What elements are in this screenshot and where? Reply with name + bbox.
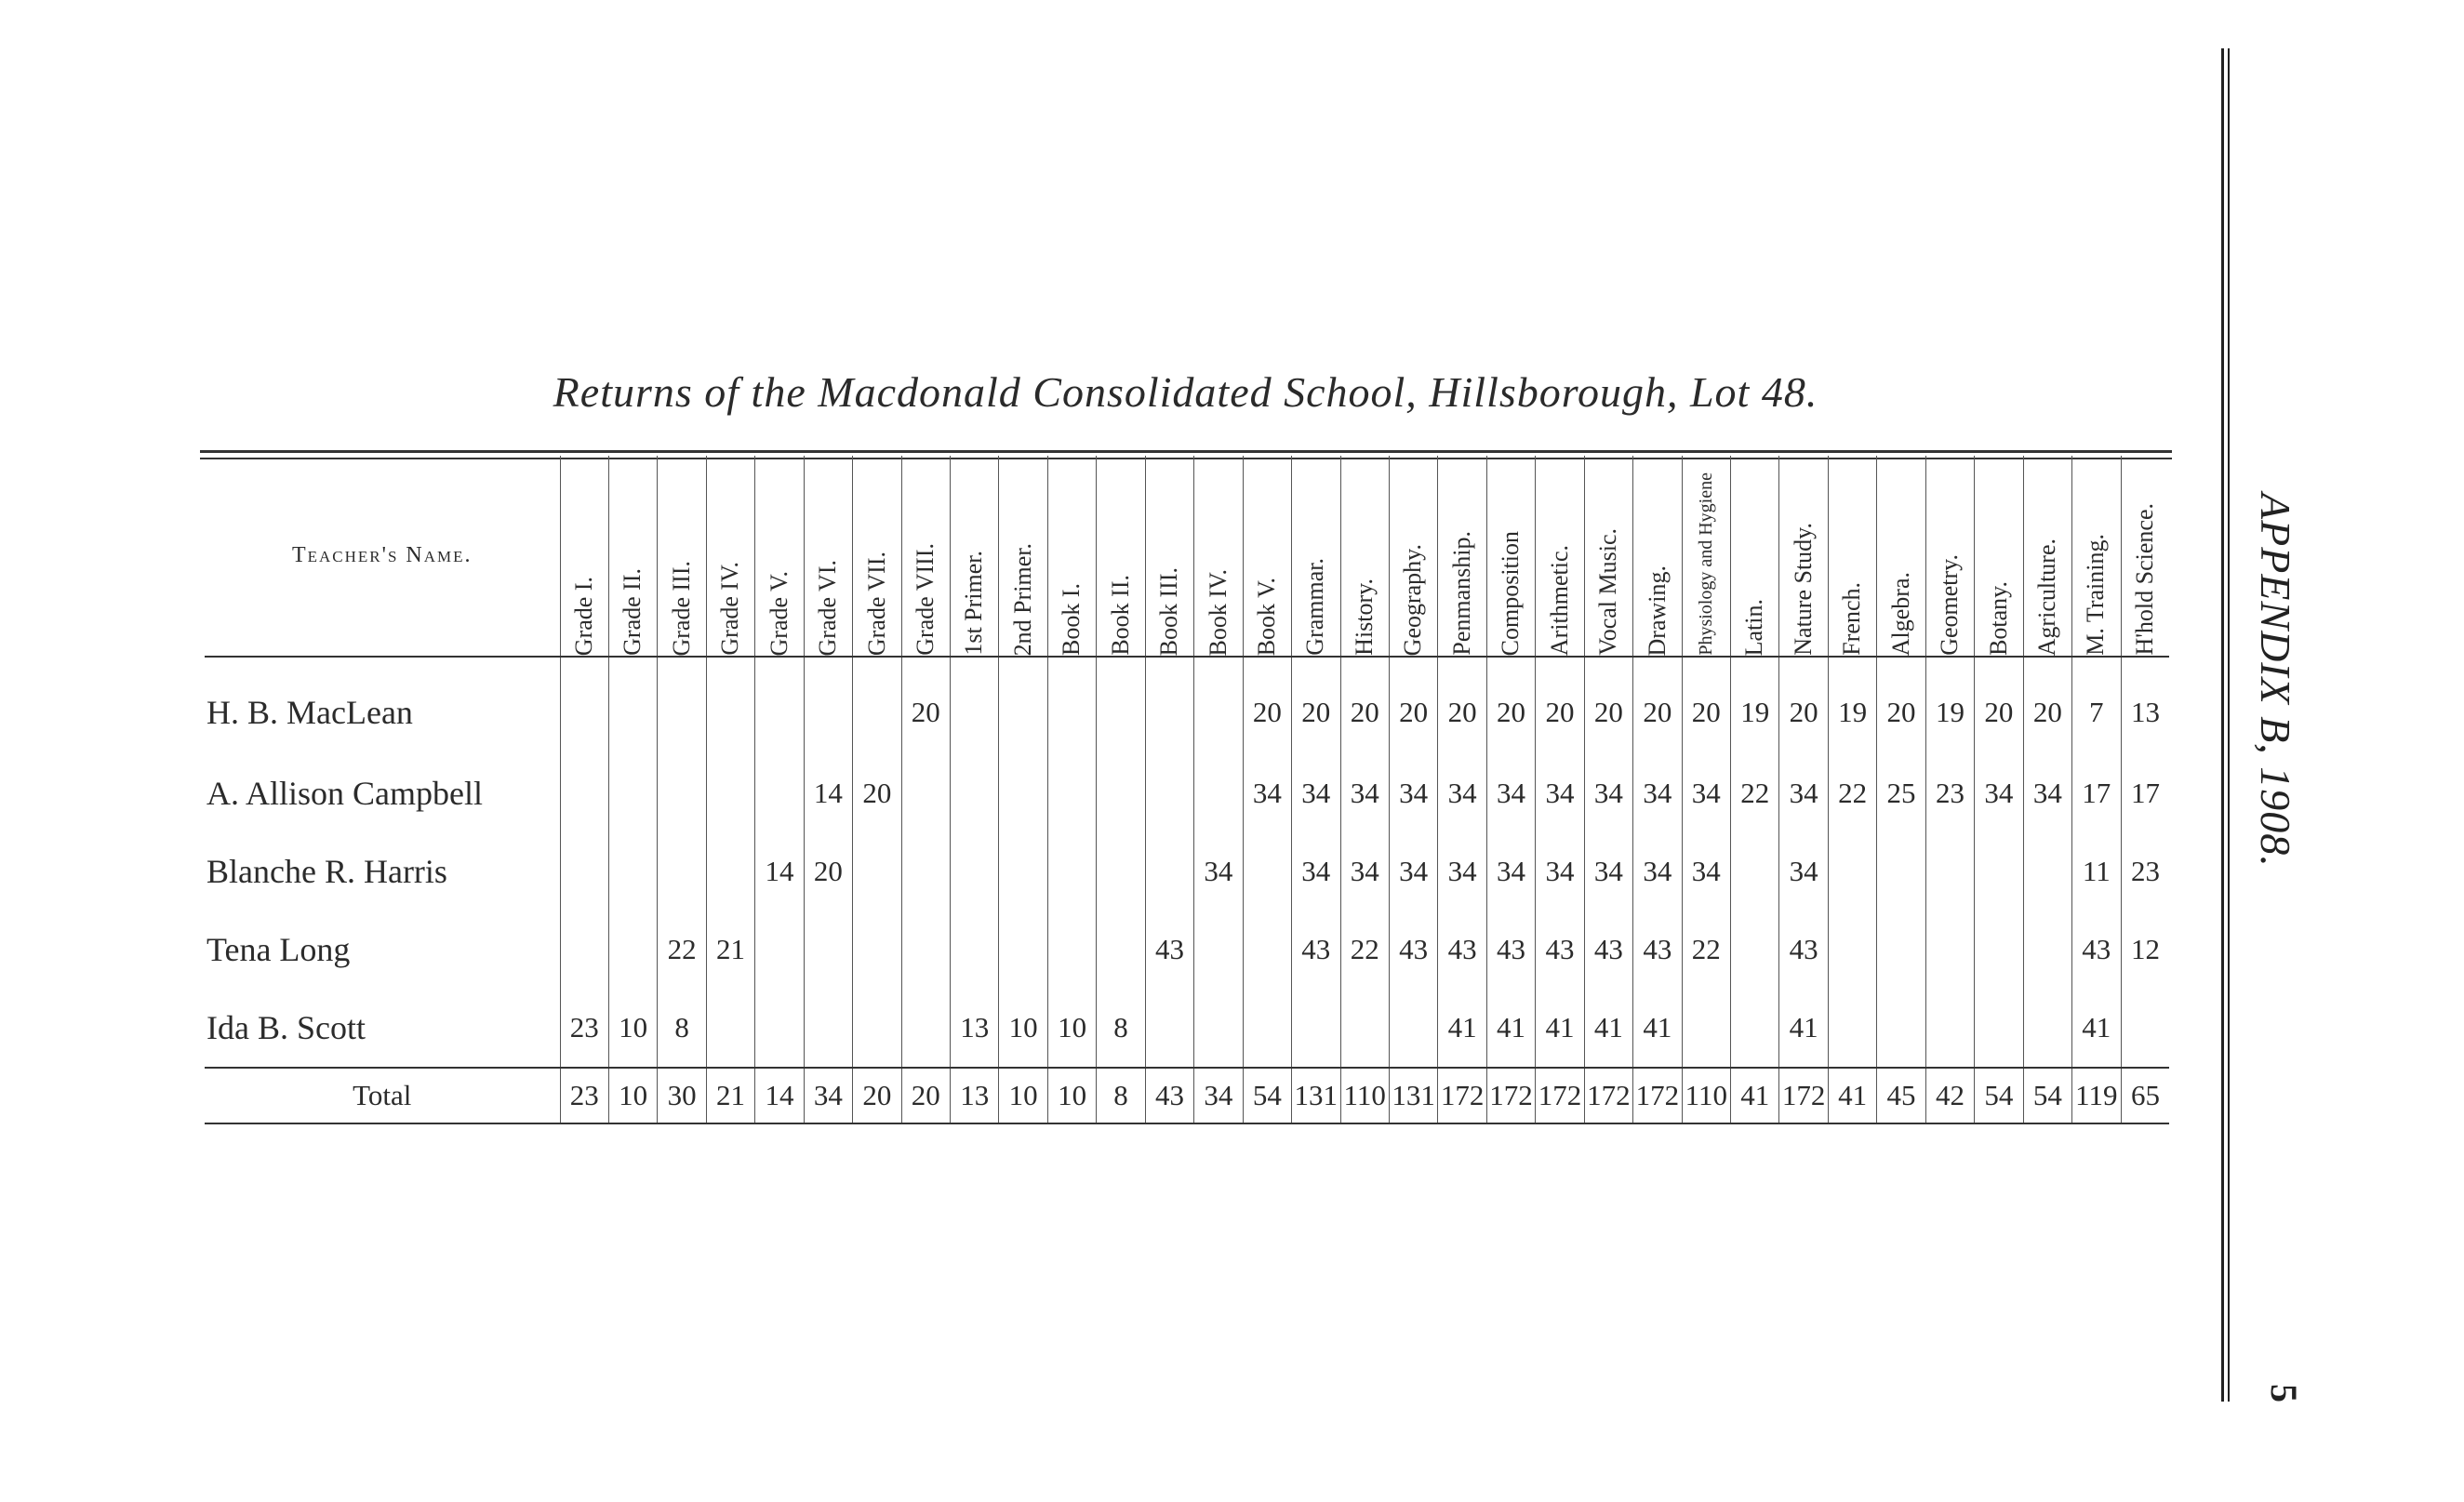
table-cell	[1925, 911, 1974, 989]
table-cell	[853, 657, 901, 754]
column-header-label: Penmanship.	[1447, 531, 1475, 656]
table-cell: 22	[1731, 754, 1779, 832]
table-cell: 43	[1486, 911, 1535, 989]
total-cell: 172	[1779, 1068, 1828, 1123]
table-cell	[755, 754, 804, 832]
total-cell: 172	[1486, 1068, 1535, 1123]
table-cell	[999, 754, 1047, 832]
margin-rule-outer	[2221, 48, 2224, 1402]
table-cell: 34	[1292, 832, 1340, 911]
appendix-heading: APPENDIX B, 1908.	[2252, 493, 2299, 868]
table-cell	[755, 911, 804, 989]
table-cell	[706, 754, 754, 832]
table-cell	[1097, 754, 1145, 832]
table-cell	[560, 754, 608, 832]
total-row	[205, 1068, 2169, 1123]
teacher-name: Tena Long	[206, 931, 351, 968]
table-cell: 20	[853, 754, 901, 832]
table-cell	[1145, 657, 1193, 754]
table-cell	[2023, 911, 2071, 989]
column-header-label: Grammar.	[1301, 558, 1329, 656]
column-header-grade-vii	[853, 456, 901, 657]
table-cell: 14	[755, 832, 804, 911]
table-cell: 43	[1633, 911, 1682, 989]
table-cell	[2121, 989, 2169, 1068]
teacher-name: Blanche R. Harris	[206, 853, 447, 890]
table-cell: 43	[1438, 911, 1486, 989]
total-cell: 23	[560, 1068, 608, 1123]
table-cell: 34	[1486, 754, 1535, 832]
total-cell: 30	[658, 1068, 706, 1123]
table-cell: 8	[1097, 989, 1145, 1068]
table-cell: 34	[1292, 754, 1340, 832]
column-header-label: Agriculture.	[2033, 538, 2061, 656]
total-cell: 172	[1438, 1068, 1486, 1123]
table-cell	[1243, 911, 1291, 989]
column-header-label: Grade VII.	[862, 551, 890, 656]
table-cell	[1145, 832, 1193, 911]
table-cell: 8	[658, 989, 706, 1068]
table-cell: 34	[1389, 754, 1437, 832]
column-header-book-i	[1047, 456, 1096, 657]
total-cell: 20	[901, 1068, 950, 1123]
table-cell: 34	[1536, 754, 1584, 832]
column-header-penmanship	[1438, 456, 1486, 657]
table-row	[205, 911, 2169, 989]
table-cell: 10	[999, 989, 1047, 1068]
column-header-2nd-primer	[999, 456, 1047, 657]
table-cell: 19	[1731, 657, 1779, 754]
table-cell	[1243, 989, 1291, 1068]
table-cell: 13	[951, 989, 999, 1068]
table-cell: 34	[1682, 832, 1730, 911]
table-cell: 20	[1877, 657, 1925, 754]
table-cell	[804, 657, 852, 754]
table-cell: 20	[1682, 657, 1730, 754]
table-cell	[1243, 832, 1291, 911]
table-cell: 20	[1243, 657, 1291, 754]
total-cell: 54	[1975, 1068, 2023, 1123]
table-cell	[901, 832, 950, 911]
table-cell: 20	[1633, 657, 1682, 754]
table-cell	[2023, 832, 2071, 911]
table-cell	[1194, 989, 1243, 1068]
column-header-composition	[1486, 456, 1535, 657]
column-header-label: Book II.	[1106, 575, 1134, 656]
table-cell	[804, 911, 852, 989]
table-cell: 20	[1486, 657, 1535, 754]
table-cell: 20	[1584, 657, 1632, 754]
table-cell	[1292, 989, 1340, 1068]
column-header-french	[1828, 456, 1876, 657]
table-cell: 34	[1438, 754, 1486, 832]
table-top-rule	[200, 450, 2172, 453]
column-header-label: 2nd Primer.	[1008, 542, 1036, 656]
total-cell: 41	[1731, 1068, 1779, 1123]
table-cell	[658, 657, 706, 754]
total-cell: 43	[1145, 1068, 1193, 1123]
table-cell	[1047, 911, 1096, 989]
column-header-botany	[1975, 456, 2023, 657]
table-cell	[1194, 754, 1243, 832]
table-cell: 34	[1194, 832, 1243, 911]
table-cell: 14	[804, 754, 852, 832]
column-header-label: Nature Study.	[1789, 523, 1817, 656]
table-cell	[999, 657, 1047, 754]
table-cell: 43	[2072, 911, 2121, 989]
table-cell: 20	[901, 657, 950, 754]
total-cell: 131	[1389, 1068, 1437, 1123]
table-cell: 34	[1682, 754, 1730, 832]
table-cell: 34	[1975, 754, 2023, 832]
table-cell: 41	[1536, 989, 1584, 1068]
table-cell	[560, 657, 608, 754]
column-header-label: Book III.	[1155, 566, 1183, 656]
table-cell	[1389, 989, 1437, 1068]
table-cell	[1047, 832, 1096, 911]
column-header-label: Grade III.	[667, 560, 695, 656]
table-cell: 41	[2072, 989, 2121, 1068]
table-cell	[1828, 911, 1876, 989]
table-cell	[1828, 832, 1876, 911]
table-cell: 41	[1438, 989, 1486, 1068]
total-cell: 172	[1584, 1068, 1632, 1123]
total-cell: 131	[1292, 1068, 1340, 1123]
table-cell: 43	[1292, 911, 1340, 989]
table-cell: 20	[1536, 657, 1584, 754]
table-cell: 20	[1779, 657, 1828, 754]
table-body	[205, 657, 2169, 1123]
column-header-label: Composition	[1497, 530, 1525, 656]
column-header-m-training	[2072, 456, 2121, 657]
total-cell: 13	[951, 1068, 999, 1123]
table-cell	[658, 754, 706, 832]
table-cell: 43	[1584, 911, 1632, 989]
table-cell	[853, 911, 901, 989]
table-row	[205, 657, 2169, 754]
column-header-book-v	[1243, 456, 1291, 657]
column-header-label: Grade VIII.	[911, 543, 939, 656]
table-cell	[804, 989, 852, 1068]
table-cell: 41	[1779, 989, 1828, 1068]
column-header-nature-study	[1779, 456, 1828, 657]
table-cell: 22	[1682, 911, 1730, 989]
table-cell: 23	[1925, 754, 1974, 832]
table-cell	[1194, 657, 1243, 754]
table-cell: 34	[1438, 832, 1486, 911]
table-cell	[1877, 832, 1925, 911]
column-header-label: 1st Primer.	[960, 551, 988, 656]
table-cell	[951, 832, 999, 911]
table-cell: 10	[1047, 989, 1096, 1068]
table-cell: 20	[804, 832, 852, 911]
table-cell: 34	[1389, 832, 1437, 911]
column-header-book-iii	[1145, 456, 1193, 657]
table-cell: 34	[1340, 832, 1389, 911]
table-cell	[1925, 832, 1974, 911]
table-cell: 43	[1536, 911, 1584, 989]
column-header-vocal-music	[1584, 456, 1632, 657]
table-cell	[951, 754, 999, 832]
total-cell: 41	[1828, 1068, 1876, 1123]
margin-rule-inner	[2228, 48, 2230, 1402]
table-cell	[1340, 989, 1389, 1068]
total-cell: 110	[1340, 1068, 1389, 1123]
table-cell: 34	[1779, 832, 1828, 911]
total-cell: 45	[1877, 1068, 1925, 1123]
total-cell: 10	[999, 1068, 1047, 1123]
table-cell	[999, 911, 1047, 989]
total-cell: 8	[1097, 1068, 1145, 1123]
table-cell	[658, 832, 706, 911]
returns-table	[205, 456, 2169, 1124]
table-cell	[706, 657, 754, 754]
table-cell: 34	[1536, 832, 1584, 911]
table-cell	[1975, 832, 2023, 911]
table-cell	[951, 911, 999, 989]
table-cell: 19	[1925, 657, 1974, 754]
column-header-grade-v	[755, 456, 804, 657]
column-header-label: Vocal Music.	[1594, 528, 1622, 656]
column-header-agriculture	[2023, 456, 2071, 657]
table-cell: 23	[2121, 832, 2169, 911]
table-cell	[999, 832, 1047, 911]
page-number: 5	[2263, 1384, 2305, 1402]
table-row	[205, 754, 2169, 832]
table-cell	[901, 989, 950, 1068]
column-header-label: Geometry.	[1936, 554, 1964, 656]
total-cell: 54	[1243, 1068, 1291, 1123]
column-header-label: Algebra.	[1886, 571, 1914, 656]
table-cell	[1731, 911, 1779, 989]
column-header-geography	[1389, 456, 1437, 657]
table-cell: 20	[1438, 657, 1486, 754]
column-header-label: Grade V.	[765, 570, 792, 656]
table-cell: 7	[2072, 657, 2121, 754]
table-cell: 34	[1340, 754, 1389, 832]
table-cell	[1975, 911, 2023, 989]
table-cell: 34	[1633, 832, 1682, 911]
column-header-label: Geography.	[1399, 543, 1427, 656]
table-cell: 34	[1243, 754, 1291, 832]
table-cell: 20	[1975, 657, 2023, 754]
total-cell: 172	[1536, 1068, 1584, 1123]
table-cell: 41	[1486, 989, 1535, 1068]
teacher-name: A. Allison Campbell	[206, 775, 483, 812]
table-cell: 25	[1877, 754, 1925, 832]
table-cell	[951, 657, 999, 754]
column-header-label: Grade I.	[569, 576, 597, 656]
returns-table-wrapper	[205, 456, 2169, 1124]
table-cell	[853, 989, 901, 1068]
page-title: Returns of the Macdonald Consolidated School, Hillsborough, Lot 48.	[553, 368, 1818, 416]
total-label: Total	[205, 1068, 560, 1123]
table-cell: 34	[1779, 754, 1828, 832]
table-cell: 10	[608, 989, 657, 1068]
column-header-label: History.	[1350, 578, 1378, 656]
table-cell	[853, 832, 901, 911]
table-cell: 11	[2072, 832, 2121, 911]
table-cell	[901, 754, 950, 832]
column-header-history	[1340, 456, 1389, 657]
total-cell: 54	[2023, 1068, 2071, 1123]
column-header-label: H'hold Science.	[2131, 503, 2159, 656]
table-cell	[1975, 989, 2023, 1068]
table-cell: 22	[1828, 754, 1876, 832]
column-header-physiology-and-hygiene	[1682, 456, 1730, 657]
table-cell	[2023, 989, 2071, 1068]
teacher-name: Ida B. Scott	[206, 1009, 366, 1046]
column-header-label: Latin.	[1740, 598, 1768, 656]
teacher-name: H. B. MacLean	[206, 694, 413, 731]
table-row	[205, 989, 2169, 1068]
table-cell: 21	[706, 911, 754, 989]
table-cell	[608, 832, 657, 911]
table-cell	[1731, 989, 1779, 1068]
table-cell: 17	[2072, 754, 2121, 832]
table-cell	[1194, 911, 1243, 989]
table-cell	[1877, 989, 1925, 1068]
column-header-geometry	[1925, 456, 1974, 657]
column-header-label: Drawing.	[1643, 565, 1671, 656]
column-header-grade-iv	[706, 456, 754, 657]
total-cell: 119	[2072, 1068, 2121, 1123]
table-cell: 19	[1828, 657, 1876, 754]
total-cell: 10	[608, 1068, 657, 1123]
column-header-grade-i	[560, 456, 608, 657]
table-cell	[706, 832, 754, 911]
column-header-label: Grade IV.	[716, 562, 744, 656]
total-cell: 21	[706, 1068, 754, 1123]
column-header-grade-vi	[804, 456, 852, 657]
table-cell	[1877, 911, 1925, 989]
table-cell: 20	[2023, 657, 2071, 754]
column-header-grammar	[1292, 456, 1340, 657]
table-cell: 20	[1292, 657, 1340, 754]
table-cell	[1145, 754, 1193, 832]
column-header-arithmetic	[1536, 456, 1584, 657]
column-header-label: M. Training.	[2082, 534, 2110, 656]
column-header-label: Botany.	[1984, 581, 2012, 656]
table-cell	[1097, 911, 1145, 989]
column-header-label: Book IV.	[1204, 568, 1232, 656]
column-header-book-iv	[1194, 456, 1243, 657]
table-cell	[1682, 989, 1730, 1068]
total-cell: 65	[2121, 1068, 2169, 1123]
table-cell	[560, 832, 608, 911]
total-cell: 14	[755, 1068, 804, 1123]
table-cell: 20	[1389, 657, 1437, 754]
table-cell: 43	[1389, 911, 1437, 989]
table-cell	[608, 911, 657, 989]
total-cell: 42	[1925, 1068, 1974, 1123]
column-header-label: French.	[1838, 582, 1866, 656]
table-cell	[706, 989, 754, 1068]
table-cell: 13	[2121, 657, 2169, 754]
table-cell	[755, 989, 804, 1068]
column-header-label: Arithmetic.	[1545, 544, 1573, 656]
table-cell	[1145, 989, 1193, 1068]
column-header-grade-iii	[658, 456, 706, 657]
column-header-h-hold-science	[2121, 456, 2169, 657]
total-cell: 172	[1633, 1068, 1682, 1123]
table-cell	[1731, 832, 1779, 911]
table-cell	[1097, 657, 1145, 754]
column-header-drawing	[1633, 456, 1682, 657]
column-header-label: Physiology and Hygiene	[1696, 472, 1717, 656]
column-header-label: Grade VI.	[814, 559, 842, 656]
column-header-label: Book I.	[1058, 583, 1085, 656]
table-cell	[1047, 657, 1096, 754]
table-cell	[560, 911, 608, 989]
table-cell: 34	[1633, 754, 1682, 832]
table-cell: 20	[1340, 657, 1389, 754]
column-header-grade-ii	[608, 456, 657, 657]
column-header-1st-primer	[951, 456, 999, 657]
table-cell: 34	[2023, 754, 2071, 832]
table-cell: 34	[1486, 832, 1535, 911]
table-cell	[1828, 989, 1876, 1068]
table-cell: 22	[658, 911, 706, 989]
column-header-grade-viii	[901, 456, 950, 657]
table-cell: 22	[1340, 911, 1389, 989]
total-cell: 34	[1194, 1068, 1243, 1123]
teacher-name-header: Teacher's Name.	[205, 456, 560, 657]
table-cell	[1925, 989, 1974, 1068]
table-cell: 23	[560, 989, 608, 1068]
table-cell	[755, 657, 804, 754]
total-cell: 34	[804, 1068, 852, 1123]
column-header-label: Book V.	[1253, 577, 1281, 656]
table-row	[205, 832, 2169, 911]
table-cell	[1047, 754, 1096, 832]
column-header-label: Grade II.	[619, 568, 646, 656]
table-cell: 12	[2121, 911, 2169, 989]
table-cell: 41	[1584, 989, 1632, 1068]
total-cell: 20	[853, 1068, 901, 1123]
column-header-book-ii	[1097, 456, 1145, 657]
table-cell	[608, 754, 657, 832]
table-header-row	[205, 456, 2169, 657]
column-header-latin	[1731, 456, 1779, 657]
table-cell: 41	[1633, 989, 1682, 1068]
table-cell: 43	[1145, 911, 1193, 989]
table-cell	[1097, 832, 1145, 911]
table-cell: 43	[1779, 911, 1828, 989]
table-cell	[608, 657, 657, 754]
total-cell: 10	[1047, 1068, 1096, 1123]
table-cell: 17	[2121, 754, 2169, 832]
column-header-algebra	[1877, 456, 1925, 657]
table-cell: 34	[1584, 832, 1632, 911]
total-cell: 110	[1682, 1068, 1730, 1123]
table-cell: 34	[1584, 754, 1632, 832]
table-cell	[901, 911, 950, 989]
